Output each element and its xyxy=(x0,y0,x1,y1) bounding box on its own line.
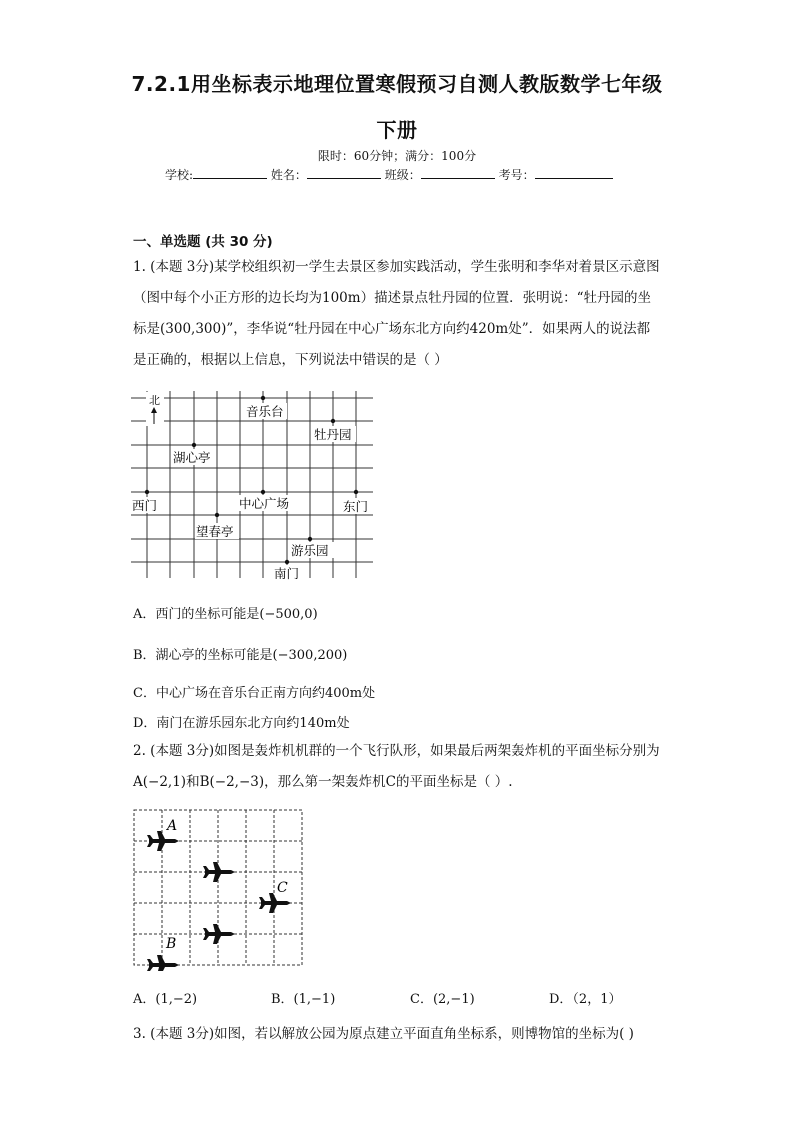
peony-garden-label: 牡丹园 xyxy=(314,427,352,442)
map-north-label: 北 xyxy=(149,394,160,407)
q2-option-d[interactable]: D．（2，1） xyxy=(549,992,622,1007)
east-gate-label: 东门 xyxy=(343,499,369,514)
q1-option-c[interactable]: C．中心广场在音乐台正南方向约400m处 xyxy=(133,686,376,701)
plane-2-icon xyxy=(203,862,235,882)
exam-no-label: 考号： xyxy=(498,168,535,182)
wangchun-pavilion-label: 望春亭 xyxy=(196,524,234,539)
amusement-park-point xyxy=(308,537,312,541)
amusement-park-label: 游乐园 xyxy=(291,543,329,558)
music-stage-label: 音乐台 xyxy=(246,404,284,419)
music-stage-point xyxy=(261,396,265,400)
center-square-point xyxy=(261,490,265,494)
plane-a-label: A xyxy=(167,818,178,834)
class-blank[interactable] xyxy=(421,166,495,179)
plane-b-label: B xyxy=(166,936,177,952)
south-gate-label: 南门 xyxy=(274,566,300,581)
page-title-line1: 7.2.1用坐标表示地理位置寒假预习自测人教版数学七年级 xyxy=(131,72,663,96)
time-limit: 限时：60分钟；满分：100分 xyxy=(317,149,477,163)
east-gate-point xyxy=(354,490,358,494)
center-square-label: 中心广场 xyxy=(239,496,290,511)
q2-option-a[interactable]: A．(1,−2) xyxy=(133,992,198,1007)
school-blank[interactable] xyxy=(193,166,267,179)
school-label: 学校: xyxy=(165,168,194,182)
q2-option-c[interactable]: C．(2,−1) xyxy=(410,992,475,1007)
q1-option-a[interactable]: A．西门的坐标可能是(−500,0) xyxy=(133,607,318,622)
bomber-formation-figure xyxy=(128,806,308,971)
name-blank[interactable] xyxy=(307,166,381,179)
wangchun-pavilion-point xyxy=(215,513,219,517)
exam-no-blank[interactable] xyxy=(535,166,613,179)
plane-4-icon xyxy=(203,924,235,944)
south-gate-point xyxy=(285,560,289,564)
scenic-map-figure xyxy=(128,388,378,583)
q1-option-b[interactable]: B．湖心亭的坐标可能是(−300,200) xyxy=(133,648,348,663)
west-gate-point xyxy=(145,490,149,494)
section-heading: 一、单选题 (共 30 分) xyxy=(133,234,273,250)
peony-garden-point xyxy=(331,419,335,423)
lake-pavilion-point xyxy=(192,443,196,447)
student-info-row xyxy=(165,166,645,183)
question-2-text: 2. (本题 3分)如图是轰炸机机群的一个飞行队形，如果最后两架轰炸机的平面坐标分别为A(−2,1)和B(−2,−3)，那么第一架轰炸机C的平面坐标是（ ）. xyxy=(133,743,660,790)
name-label: 姓名： xyxy=(270,168,307,182)
lake-pavilion-label: 湖心亭 xyxy=(173,450,211,465)
west-gate-label: 西门 xyxy=(132,498,158,513)
plane-c-icon xyxy=(259,893,291,913)
q2-option-b[interactable]: B．(1,−1) xyxy=(271,992,336,1007)
plane-b-icon xyxy=(147,955,179,971)
question-3-text: 3. (本题 3分)如图，若以解放公园为原点建立平面直角坐标系，则博物馆的坐标为( ) xyxy=(133,1026,634,1042)
question-1-text: 1. (本题 3分)某学校组织初一学生去景区参加实践活动，学生张明和李华对着景区示意图（图中每个小正方形的边长均为100m）描述景点牡丹园的位置．张明说：“牡丹园的坐标是(300,300)”，李华说“牡丹园在中心广场东北方向约420m处”．如果两人的说法都是正确的，根据以上信息，下列说法中错误的是（ ） xyxy=(133,259,660,368)
class-label: 班级： xyxy=(384,168,421,182)
page-title-line2: 下册 xyxy=(376,118,418,142)
q1-option-d[interactable]: D．南门在游乐园东北方向约140m处 xyxy=(133,716,350,731)
plane-a-icon xyxy=(147,831,179,851)
plane-c-label: C xyxy=(277,880,288,896)
